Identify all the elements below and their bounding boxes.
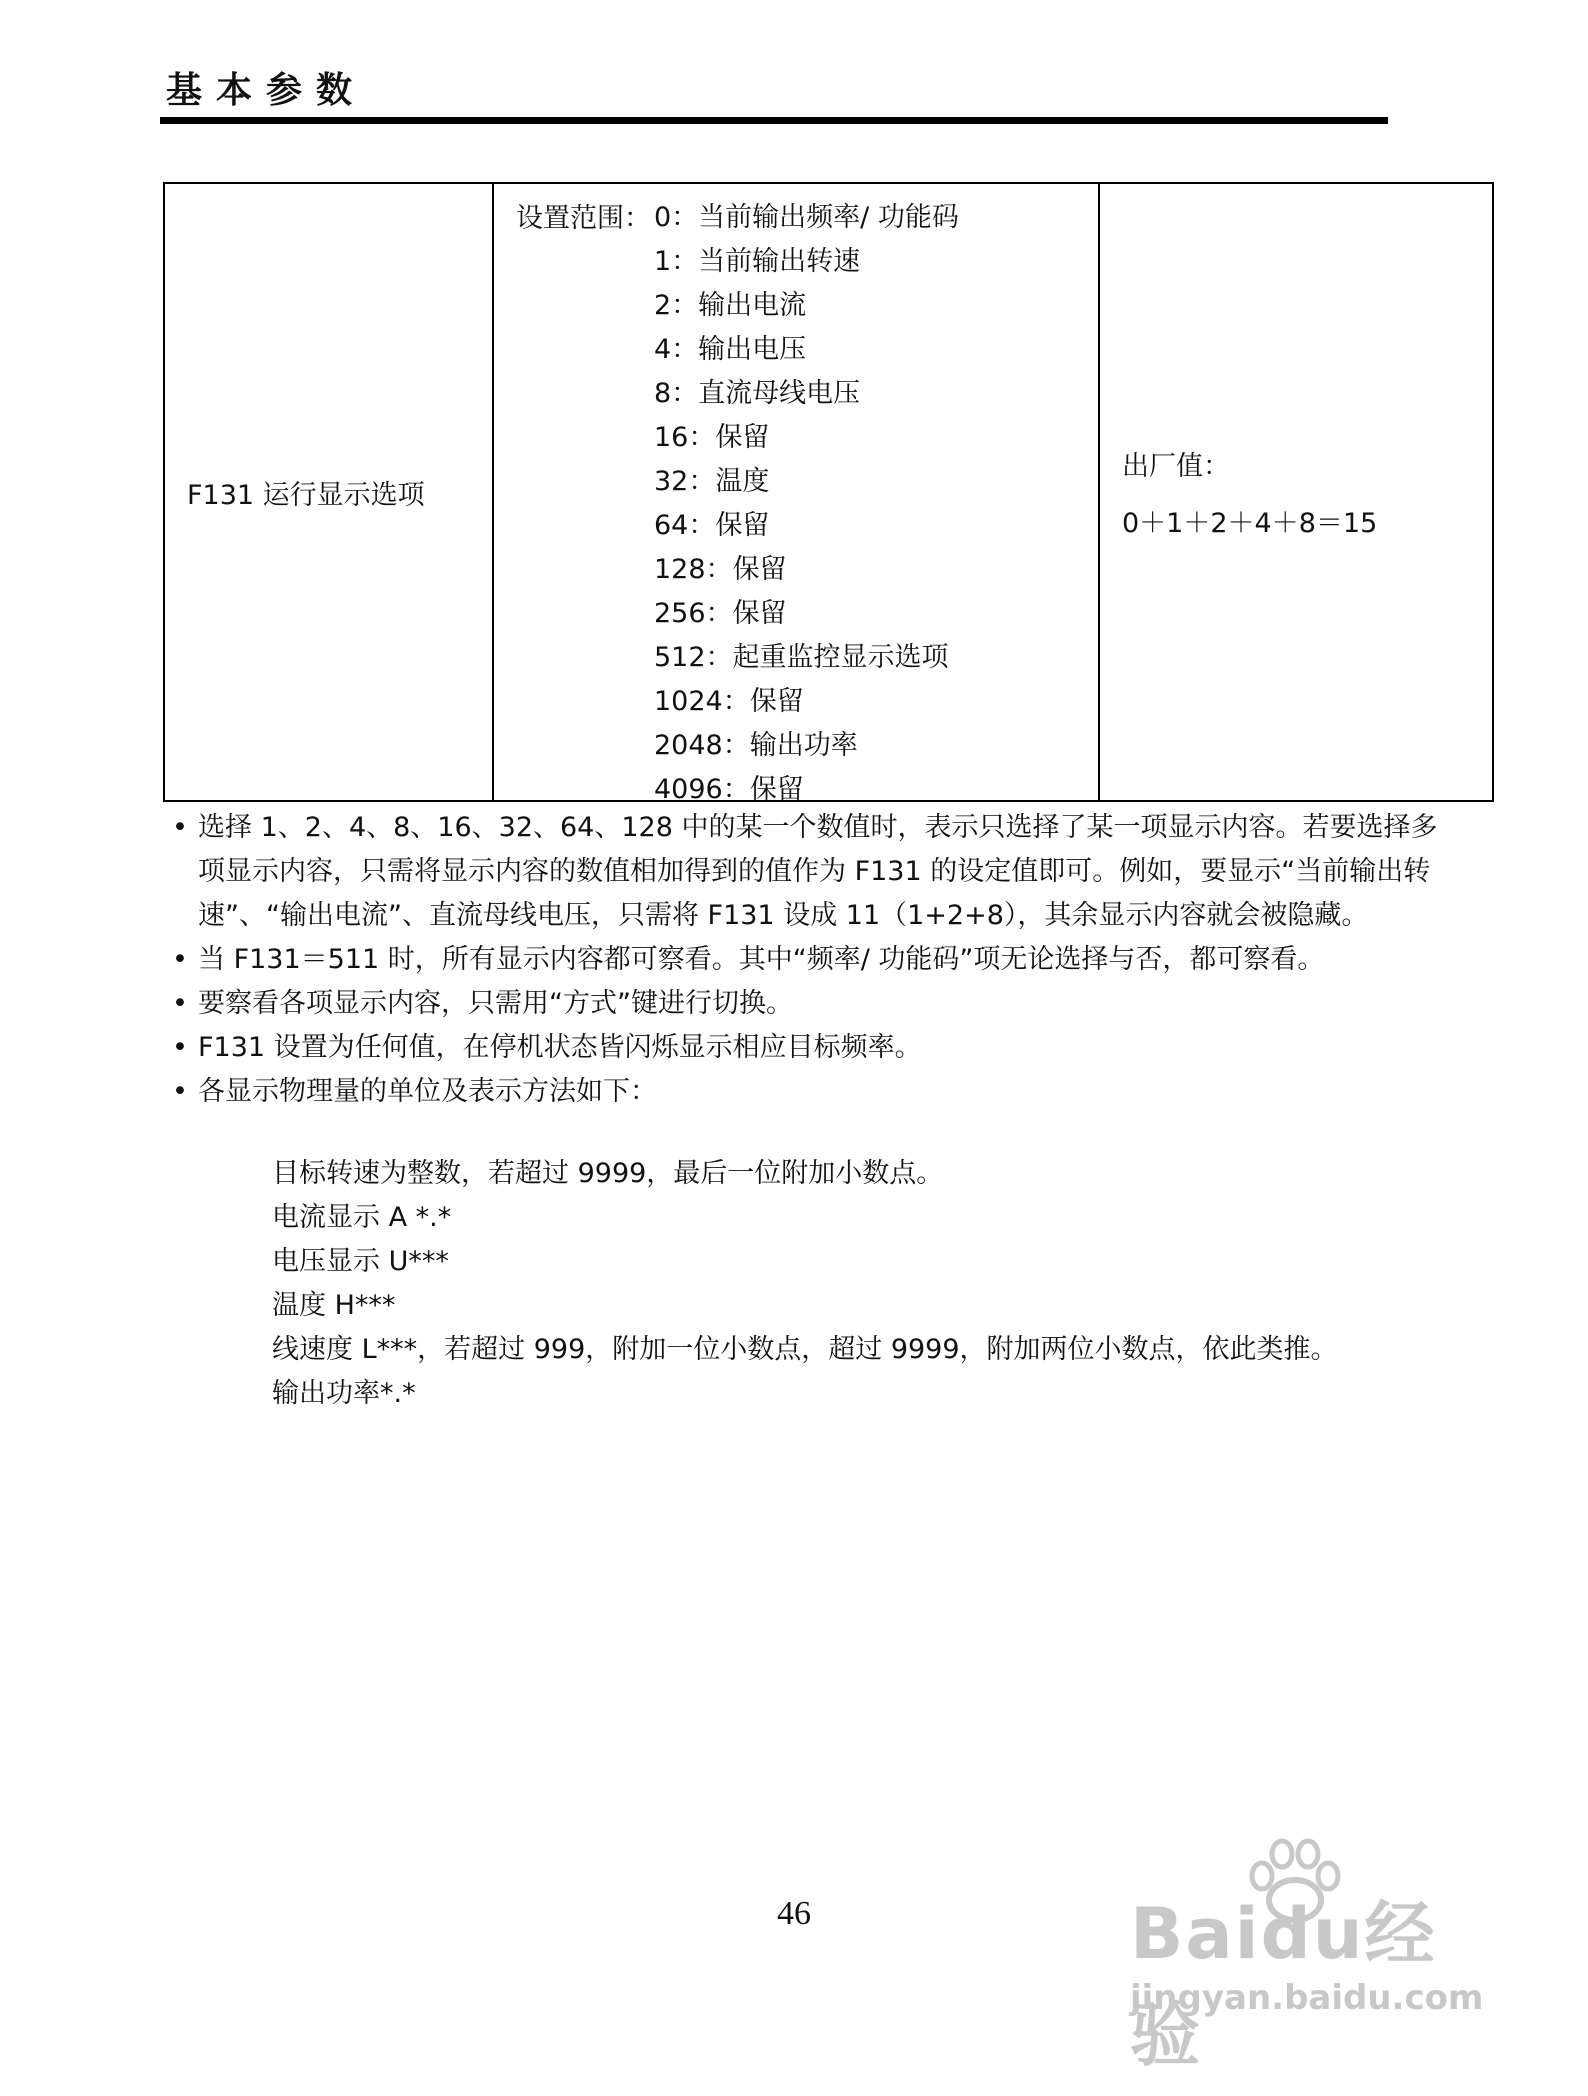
range-item: 128：保留 <box>654 554 787 585</box>
factory-label: 出厂值： <box>1122 451 1230 482</box>
table-row <box>164 183 1493 801</box>
range-item: 4：输出电压 <box>654 334 807 365</box>
range-item: 0：当前输出频率/ 功能码 <box>654 202 959 233</box>
header-rule <box>160 117 1388 124</box>
factory-value: 0＋1＋2＋4＋8＝15 <box>1122 508 1378 539</box>
range-cell <box>493 183 1099 805</box>
parameter-table <box>163 182 1494 805</box>
notes-list <box>172 806 1462 1114</box>
range-item: 32：温度 <box>654 466 770 497</box>
note-item: • 选择 1、2、4、8、16、32、64、128 中的某一个数值时，表示只选择了某一项显示内容。若要选择多项显示内容，只需将显示内容的数值相加得到的值作为 F131 的设定值即可。例如，要显示“当前输出转速”、“输出电流”、直流母线电压，只需将 F131 设成 11（1+2+8），其余显示内容就会被隐藏。 <box>172 806 1462 938</box>
range-item: 512：起重监控显示选项 <box>654 642 949 673</box>
watermark <box>1110 1838 1490 2076</box>
page-number: 46 <box>777 1895 811 1932</box>
range-item: 64：保留 <box>654 510 770 541</box>
unit-list <box>272 1152 1338 1416</box>
param-name: F131 运行显示选项 <box>187 479 425 511</box>
unit-item: 温度 H*** <box>272 1290 396 1321</box>
range-item: 4096：保留 <box>654 774 804 805</box>
param-name-cell <box>164 183 493 801</box>
page-header-title: 基本参数 <box>166 70 367 111</box>
watermark-url: jingyan.baidu.com <box>1130 1978 1484 2018</box>
range-item: 16：保留 <box>654 422 770 453</box>
note-item: • 要察看各项显示内容，只需用“方式”键进行切换。 <box>172 982 1462 1026</box>
note-item: • 各显示物理量的单位及表示方法如下： <box>172 1070 1462 1114</box>
range-item: 256：保留 <box>654 598 787 629</box>
range-label: 设置范围： <box>516 203 651 234</box>
unit-item: 电压显示 U*** <box>272 1246 449 1277</box>
note-item: • 当 F131＝511 时，所有显示内容都可察看。其中“频率/ 功能码”项无论选择与否，都可察看。 <box>172 938 1462 982</box>
range-item: 1024：保留 <box>654 686 804 717</box>
unit-item: 电流显示 A *.* <box>272 1202 452 1233</box>
note-item: • F131 设置为任何值，在停机状态皆闪烁显示相应目标频率。 <box>172 1026 1462 1070</box>
range-item: 1：当前输出转速 <box>654 246 861 277</box>
factory-cell <box>1099 183 1493 801</box>
range-item: 2：输出电流 <box>654 290 807 321</box>
watermark-logo: Baidu经验 <box>1130 1893 1437 2076</box>
unit-item: 线速度 L***，若超过 999，附加一位小数点，超过 9999，附加两位小数点，依此类推。 <box>272 1334 1338 1365</box>
unit-item: 输出功率*.* <box>272 1378 416 1409</box>
range-item: 2048：输出功率 <box>654 730 858 761</box>
unit-item: 目标转速为整数，若超过 9999，最后一位附加小数点。 <box>272 1158 944 1189</box>
range-item: 8：直流母线电压 <box>654 378 861 409</box>
